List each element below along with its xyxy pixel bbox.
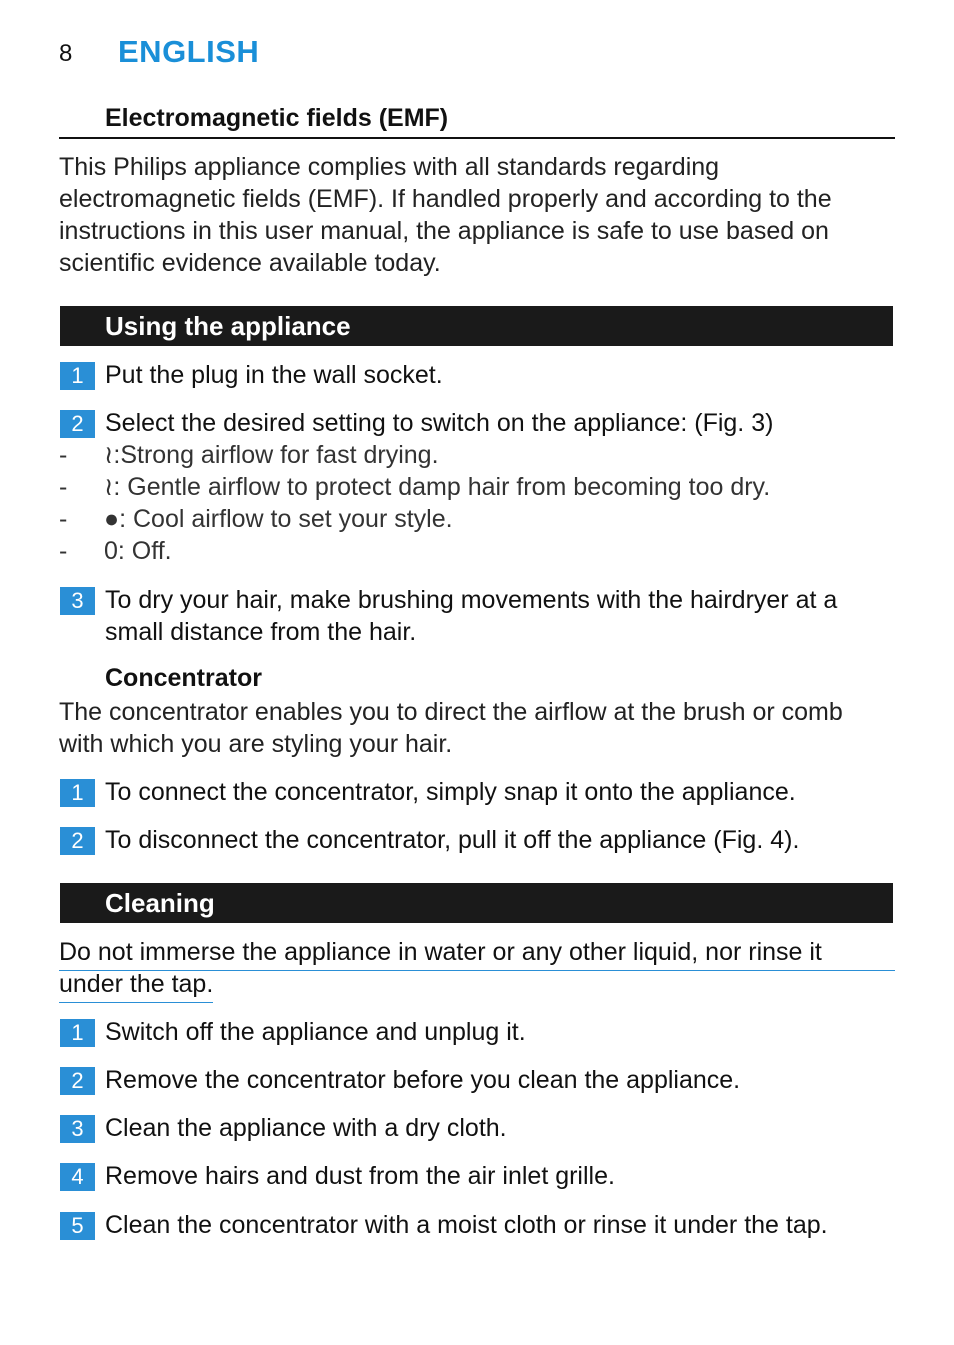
step-number: 1 xyxy=(60,362,95,390)
step-number: 2 xyxy=(60,1067,95,1095)
emf-line: instructions in this user manual, the appliance is safe to use based on xyxy=(59,217,829,245)
step-number: 2 xyxy=(60,410,95,438)
warning-line: Do not immerse the appliance in water or any other liquid, nor rinse it xyxy=(59,936,895,971)
step-text: Clean the appliance with a dry cloth. xyxy=(105,1114,507,1142)
setting-item: ≀:Strong airflow for fast drying. xyxy=(104,441,439,469)
using-section-bar xyxy=(60,306,893,346)
list-dash: - xyxy=(59,441,68,469)
emf-line: This Philips appliance complies with all standards regarding xyxy=(59,153,720,181)
emf-heading: Electromagnetic fields (EMF) xyxy=(105,104,449,132)
step-text: To disconnect the concentrator, pull it off the appliance (Fig. 4). xyxy=(105,826,800,854)
list-dash: - xyxy=(59,537,68,565)
step-number: 1 xyxy=(60,779,95,807)
emf-line: electromagnetic fields (EMF). If handled properly and according to the xyxy=(59,185,832,213)
step-text: To connect the concentrator, simply snap it onto the appliance. xyxy=(105,778,796,806)
concentrator-paragraph xyxy=(59,696,899,760)
emf-divider xyxy=(59,137,895,139)
concentrator-line: The concentrator enables you to direct the airflow at the brush or comb xyxy=(59,698,843,726)
concentrator-heading: Concentrator xyxy=(105,664,262,692)
language-heading: ENGLISH xyxy=(118,34,260,69)
step-text: Remove hairs and dust from the air inlet grille. xyxy=(105,1162,615,1190)
emf-paragraph xyxy=(59,151,899,279)
step-text: Remove the concentrator before you clean the appliance. xyxy=(105,1066,741,1094)
step-text: To dry your hair, make brushing movements with the hairdryer at a xyxy=(105,586,838,614)
step-number: 4 xyxy=(60,1163,95,1191)
list-dash: - xyxy=(59,473,68,501)
warning-line: under the tap. xyxy=(59,968,213,1003)
step-number: 5 xyxy=(60,1212,95,1240)
step-text: Select the desired setting to switch on the appliance: (Fig. 3) xyxy=(105,409,774,437)
emf-line: scientific evidence available today. xyxy=(59,249,441,277)
step-number: 1 xyxy=(60,1019,95,1047)
setting-item: ●: Cool airflow to set your style. xyxy=(104,505,453,533)
step-number: 2 xyxy=(60,827,95,855)
setting-item: ≀: Gentle airflow to protect damp hair from becoming too dry. xyxy=(104,473,771,501)
using-section-title: Using the appliance xyxy=(105,311,351,341)
concentrator-line: with which you are styling your hair. xyxy=(59,730,453,758)
step-number: 3 xyxy=(60,1115,95,1143)
step-text: Clean the concentrator with a moist cloth or rinse it under the tap. xyxy=(105,1211,828,1239)
cleaning-section-title: Cleaning xyxy=(105,888,215,918)
step-number: 3 xyxy=(60,587,95,615)
list-dash: - xyxy=(59,505,68,533)
step-text: Put the plug in the wall socket. xyxy=(105,361,443,389)
setting-item: 0: Off. xyxy=(104,537,172,565)
cleaning-section-bar xyxy=(60,883,893,923)
step-text-continued: small distance from the hair. xyxy=(105,618,417,646)
page-number: 8 xyxy=(59,40,73,67)
step-text: Switch off the appliance and unplug it. xyxy=(105,1018,526,1046)
